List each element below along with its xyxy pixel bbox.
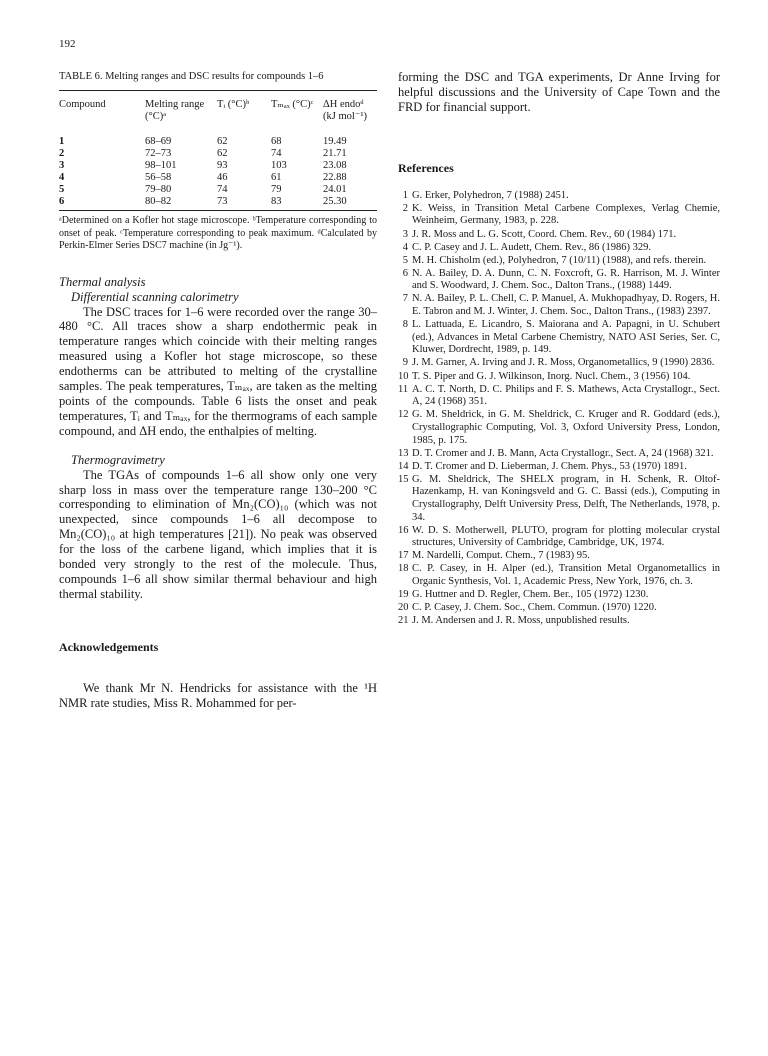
cell-ti: 74 xyxy=(217,184,228,195)
table-row xyxy=(59,128,377,148)
section-title-thermal-analysis: Thermal analysis xyxy=(59,274,146,289)
reference-item xyxy=(398,525,720,550)
reference-text: M. H. Chisholm (ed.), Polyhedron, 7 (10/11) (1988), and refs. therein. xyxy=(412,254,707,266)
header-ti: Tᵢ (°C)ᵇ xyxy=(217,99,250,110)
reference-text: G. M. Sheldrick, in G. M. Sheldrick, C. Kruger and R. Goddard (eds.), Crystallographic Computing, Vol. 3, Oxford University Press, London, 1985, p. 175. xyxy=(412,409,720,446)
reference-text: N. A. Bailey, P. L. Chell, C. P. Manuel, A. Mukhopadhyay, D. Rogers, H. E. Tabron and M. J. Winter, J. Chem. Soc., Dalton Trans., (1983) 2397. xyxy=(412,293,720,318)
cell-ti: 73 xyxy=(217,196,228,207)
references-heading: References xyxy=(398,160,454,175)
reference-text: D. T. Cromer and D. Lieberman, J. Chem. Phys., 53 (1970) 1891. xyxy=(412,460,687,472)
reference-item xyxy=(398,229,720,242)
table-row xyxy=(59,160,377,172)
reference-text: M. Nardelli, Comput. Chem., 7 (1983) 95. xyxy=(412,550,590,562)
tga-paragraph: The TGAs of compounds 1–6 all show only one very sharp loss in mass over the temperature range 130–200 °C corresponding to elimination of Mn₂(CO)₁₀ (which was not unexpected, since compounds 1–6 all decompose to Mn₂(CO)₁₀ at high temperatures [21]). No peak was observed for the loss of the carbene ligand, which implies that it is bonded very strongly to the rest of the molecule. Thus, compounds 1–6 all show similar thermal behaviour and high thermal stability. xyxy=(59,467,377,601)
reference-text: J. R. Moss and L. G. Scott, Coord. Chem. Rev., 60 (1984) 171. xyxy=(412,228,677,240)
reference-item xyxy=(398,550,720,563)
reference-number: 15 xyxy=(398,473,409,485)
reference-text: J. M. Andersen and J. R. Moss, unpublished results. xyxy=(412,615,630,627)
table-row xyxy=(59,196,377,210)
reference-number: 14 xyxy=(398,460,409,472)
reference-text: G. Huttner and D. Regler, Chem. Ber., 105 (1972) 1230. xyxy=(412,589,649,601)
cell-compound: 2 xyxy=(59,148,65,159)
cell-compound: 4 xyxy=(59,172,65,183)
cell-ti: 62 xyxy=(217,136,228,147)
cell-ti: 62 xyxy=(217,148,228,159)
cell-tmax: 61 xyxy=(271,172,282,183)
table-row xyxy=(59,148,377,160)
reference-text: C. P. Casey, in H. Alper (ed.), Transition Metal Organometallics in Organic Synthesis, Vol. 1, Academic Press, New York, 1976, ch. 3. xyxy=(412,563,720,588)
cell-compound: 3 xyxy=(59,160,65,171)
cell-tmax: 103 xyxy=(271,160,287,171)
cell-melting-range: 80–82 xyxy=(145,196,172,207)
reference-text: G. Erker, Polyhedron, 7 (1988) 2451. xyxy=(412,189,569,201)
reference-item xyxy=(398,384,720,409)
reference-number: 11 xyxy=(398,383,409,395)
cell-melting-range: 98–101 xyxy=(145,160,177,171)
cell-melting-range: 72–73 xyxy=(145,148,172,159)
reference-item xyxy=(398,474,720,524)
cell-melting-range: 56–58 xyxy=(145,172,172,183)
cell-compound: 6 xyxy=(59,196,65,207)
header-dh-endo: ΔH endoᵈ (kJ mol⁻¹) xyxy=(323,99,367,122)
cell-tmax: 74 xyxy=(271,148,282,159)
cell-tmax: 79 xyxy=(271,184,282,195)
reference-item xyxy=(398,461,720,474)
reference-item xyxy=(398,242,720,255)
subsection-title-dsc: Differential scanning calorimetry xyxy=(71,289,239,304)
cell-dh: 19.49 xyxy=(323,136,347,147)
dsc-paragraph: The DSC traces for 1–6 were recorded over the range 30–480 °C. All traces show a sharp endothermic peak in temperature ranges which coincide with their melting ranges measured using a Kofler hot stage microscope, so these endotherms can be attributed to melting of the crystalline samples. The peak temperatures, Tₘₐₓ, are taken as the melting points of the compounds. Table 6 lists the onset and peak temperatures, Tᵢ and Tₘₐₓ, for the thermograms of each sample compound, and ΔH endo, the enthalpies of melting. xyxy=(59,304,377,438)
acknowledgements-continued: forming the DSC and TGA experiments, Dr Anne Irving for helpful discussions and the University of Cape Town and the FRD for financial support. xyxy=(398,70,720,114)
reference-item xyxy=(398,615,720,628)
subsection-title-tga: Thermogravimetry xyxy=(71,452,165,467)
table-footnotes: ᵃDetermined on a Kofler hot stage microscope. ᵇTemperature corresponding to onset of peak. ᶜTemperature corresponding to peak maximum. ᵈCalculated by Perkin-Elmer Series DSC7 machine (in Jg⁻¹). xyxy=(59,215,377,251)
reference-number: 13 xyxy=(398,447,409,459)
reference-text: D. T. Cromer and J. B. Mann, Acta Crystallogr., Sect. A, 24 (1968) 321. xyxy=(412,447,714,459)
reference-number: 18 xyxy=(398,563,409,575)
reference-text: C. P. Casey and J. L. Audett, Chem. Rev., 86 (1986) 329. xyxy=(412,241,652,253)
reference-text: J. M. Garner, A. Irving and J. R. Moss, Organometallics, 9 (1990) 2836. xyxy=(412,357,715,369)
reference-number: 2 xyxy=(402,202,408,214)
reference-number: 1 xyxy=(402,189,408,201)
references-list xyxy=(398,190,720,628)
table-header-row xyxy=(59,91,377,128)
reference-item xyxy=(398,563,720,588)
header-melting-range: Melting range (°C)ᵃ xyxy=(145,99,205,122)
cell-dh: 22.88 xyxy=(323,172,347,183)
reference-item xyxy=(398,203,720,228)
reference-number: 10 xyxy=(398,370,409,382)
table-row xyxy=(59,172,377,184)
cell-melting-range: 68–69 xyxy=(145,136,172,147)
reference-item xyxy=(398,268,720,293)
reference-number: 6 xyxy=(402,267,408,279)
reference-text: K. Weiss, in Transition Metal Carbene Complexes, Verlag Chemie, Weinheim, Germany, 1983, p. 228. xyxy=(412,202,720,227)
reference-number: 21 xyxy=(398,615,409,627)
reference-item xyxy=(398,319,720,357)
reference-item xyxy=(398,448,720,461)
cell-dh: 25.30 xyxy=(323,196,347,207)
cell-ti: 93 xyxy=(217,160,228,171)
cell-ti: 46 xyxy=(217,172,228,183)
header-compound: Compound xyxy=(59,99,106,110)
cell-melting-range: 79–80 xyxy=(145,184,172,195)
cell-dh: 21.71 xyxy=(323,148,347,159)
reference-number: 12 xyxy=(398,409,409,421)
reference-item xyxy=(398,293,720,318)
table-row xyxy=(59,184,377,196)
reference-number: 7 xyxy=(402,293,408,305)
reference-item xyxy=(398,602,720,615)
reference-number: 16 xyxy=(398,524,409,536)
left-column xyxy=(59,70,377,711)
acknowledgements-paragraph: We thank Mr N. Hendricks for assistance with the ¹H NMR rate studies, Miss R. Mohammed for per- xyxy=(59,680,377,710)
reference-item xyxy=(398,190,720,203)
reference-number: 5 xyxy=(402,254,408,266)
right-column xyxy=(398,70,720,628)
reference-number: 8 xyxy=(402,319,408,331)
reference-number: 4 xyxy=(402,241,408,253)
reference-text: L. Lattuada, E. Licandro, S. Maiorana and A. Papagni, in U. Schubert (ed.), Advances in Metal Carbene Chemistry, NATO ASI Series, Ser. C, Kluwer, Dordrecht, 1989, p. 149. xyxy=(412,319,720,356)
reference-text: G. M. Sheldrick, The SHELX program, in H. Schenk, R. Oltof-Hazenkamp, H. van Koningsveld and G. C. Bassi (eds.), Computing in Crystallography, Delft University Press, Delft, The Netherlands, 1978, p. 34. xyxy=(412,473,720,523)
reference-item xyxy=(398,357,720,370)
reference-number: 19 xyxy=(398,589,409,601)
reference-text: N. A. Bailey, D. A. Dunn, C. N. Foxcroft, G. R. Harrison, M. J. Winter and S. Woodward, J. Chem. Soc., Dalton Trans., (1988) 1449. xyxy=(412,267,720,292)
acknowledgements-heading: Acknowledgements xyxy=(59,639,159,654)
cell-tmax: 68 xyxy=(271,136,282,147)
reference-text: W. D. S. Motherwell, PLUTO, program for plotting molecular crystal structures, University of Cambridge, Cambridge, UK, 1974. xyxy=(412,524,720,549)
header-tmax: Tₘₐₓ (°C)ᶜ xyxy=(271,99,314,110)
reference-item xyxy=(398,371,720,384)
reference-text: A. C. T. North, D. C. Philips and F. S. Mathews, Acta Crystallogr., Sect. A, 24 (1968) 351. xyxy=(412,383,720,408)
cell-dh: 23.08 xyxy=(323,160,347,171)
reference-item xyxy=(398,589,720,602)
dsc-results-table xyxy=(59,91,377,210)
reference-item xyxy=(398,409,720,447)
reference-number: 20 xyxy=(398,602,409,614)
reference-text: C. P. Casey, J. Chem. Soc., Chem. Commun. (1970) 1220. xyxy=(412,602,657,614)
cell-tmax: 83 xyxy=(271,196,282,207)
cell-dh: 24.01 xyxy=(323,184,347,195)
reference-number: 3 xyxy=(402,228,408,240)
page-number: 192 xyxy=(59,38,76,50)
table-caption: TABLE 6. Melting ranges and DSC results for compounds 1–6 xyxy=(59,71,324,82)
reference-text: T. S. Piper and G. J. Wilkinson, Inorg. Nucl. Chem., 3 (1956) 104. xyxy=(412,370,691,382)
reference-item xyxy=(398,255,720,268)
cell-compound: 5 xyxy=(59,184,65,195)
table-bottom-rule xyxy=(59,210,377,211)
reference-number: 17 xyxy=(398,550,409,562)
cell-compound: 1 xyxy=(59,136,65,147)
reference-number: 9 xyxy=(402,357,408,369)
